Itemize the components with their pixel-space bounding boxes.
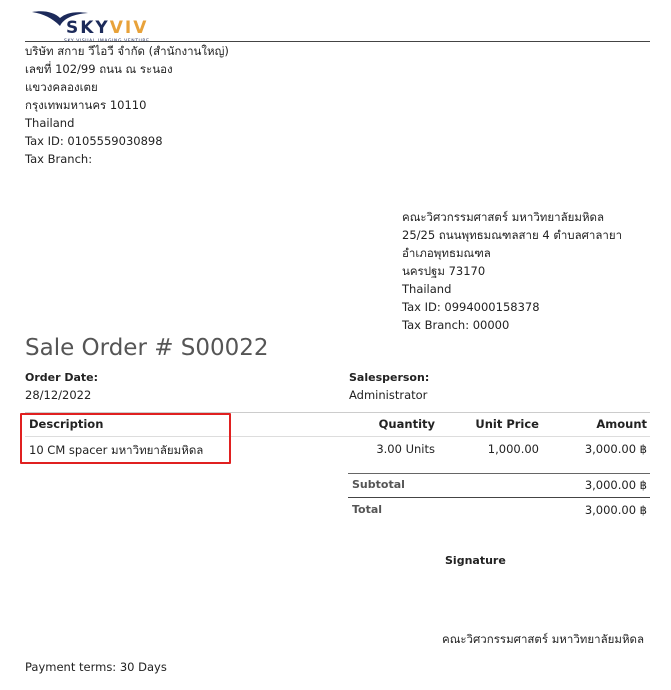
order-date-label: Order Date:: [25, 371, 99, 384]
customer-address-line: Tax ID: 0994000158378: [402, 300, 540, 314]
signature-label: Signature: [445, 554, 506, 567]
logo-brand-a: SKY: [66, 18, 110, 38]
column-header-unit-price: Unit Price: [475, 417, 539, 431]
row-amount: 3,000.00 ฿: [584, 442, 647, 456]
company-address-line: Tax Branch:: [25, 152, 93, 166]
customer-address-line: อำเภอพุทธมณฑล: [402, 246, 491, 260]
row-quantity: 3.00 Units: [376, 442, 435, 456]
total-label: Total: [352, 503, 383, 516]
document-title: Sale Order # S00022: [25, 335, 269, 361]
row-unit-price: 1,000.00: [487, 442, 539, 456]
company-address: [25, 42, 229, 168]
customer-address-line: นครปฐม 73170: [402, 264, 486, 278]
company-address-line: เลขที่ 102/99 ถนน ณ ระนอง: [25, 62, 173, 76]
subtotal-label: Subtotal: [352, 478, 405, 491]
salesperson-value: Administrator: [349, 388, 428, 402]
company-address-line: Tax ID: 0105559030898: [25, 134, 163, 148]
customer-address-line: Tax Branch: 00000: [402, 318, 510, 332]
order-date-value: 28/12/2022: [25, 388, 92, 402]
highlight-box: [20, 413, 231, 464]
customer-address-line: Thailand: [402, 282, 452, 296]
salesperson-label: Salesperson:: [349, 371, 430, 384]
customer-address: [402, 208, 622, 334]
payment-terms: Payment terms: 30 Days: [25, 660, 167, 674]
customer-address-line: 25/25 ถนนพุทธมณฑลสาย 4 ตำบลศาลายา: [402, 228, 623, 242]
row-description: 10 CM spacer มหาวิทยาลัยมหิดล: [29, 443, 204, 457]
total-divider: [348, 497, 650, 498]
company-address-line: กรุงเทพมหานคร 10110: [25, 98, 147, 112]
signature-name: คณะวิศวกรรมศาสตร์ มหาวิทยาลัยมหิดล: [442, 632, 645, 646]
column-header-description: Description: [29, 417, 104, 431]
customer-address-line: คณะวิศวกรรมศาสตร์ มหาวิทยาลัยมหิดล: [402, 210, 605, 224]
subtotal-value: 3,000.00 ฿: [584, 478, 647, 492]
company-logo: [30, 8, 170, 42]
company-address-line: บริษัท สกาย วีไอวี จำกัด (สำนักงานใหญ่): [25, 44, 229, 58]
logo-wordmark: [66, 18, 148, 38]
column-header-quantity: Quantity: [378, 417, 435, 431]
subtotal-divider: [348, 473, 650, 474]
logo-brand-b: VIV: [109, 18, 149, 38]
company-address-line: แขวงคลองเตย: [25, 80, 98, 94]
company-address-line: Thailand: [25, 116, 75, 130]
column-header-amount: Amount: [596, 417, 647, 431]
total-value: 3,000.00 ฿: [584, 503, 647, 517]
